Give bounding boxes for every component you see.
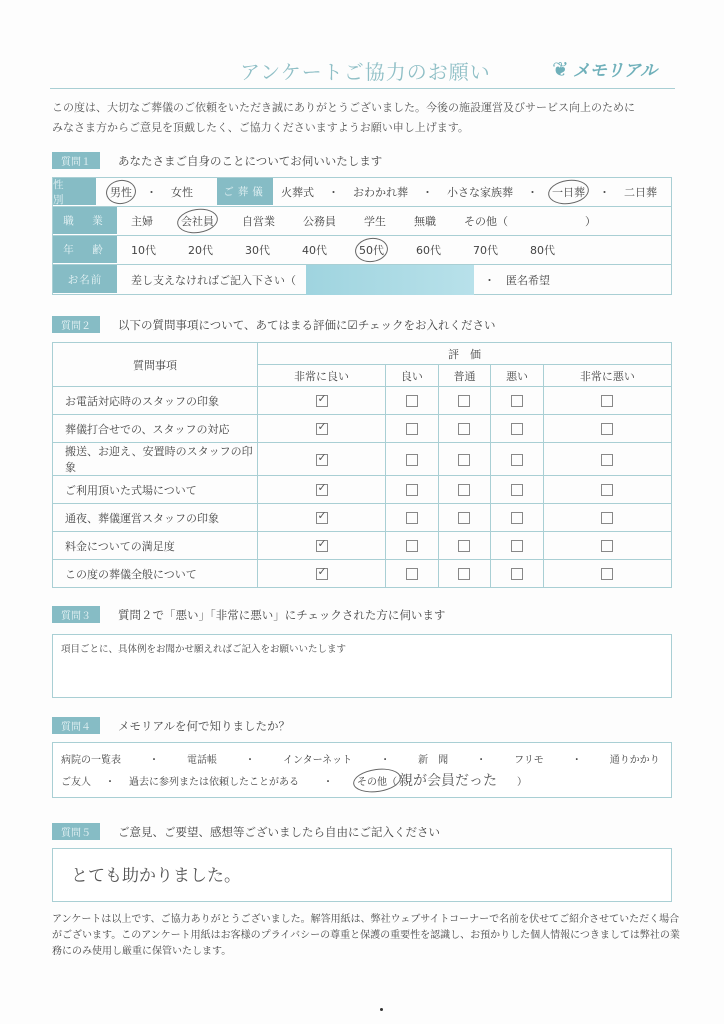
logo-text: メモリアル xyxy=(572,61,658,81)
rating-checkbox[interactable] xyxy=(458,540,470,552)
funeral-option-one-day[interactable]: 一日葬 xyxy=(552,186,585,199)
rating-cell xyxy=(258,387,386,415)
gender-row xyxy=(53,178,671,207)
rating-cell xyxy=(491,443,544,476)
funeral-option-farewell[interactable]: おわかれ葬 xyxy=(353,186,408,199)
q4-option[interactable]: フリモ xyxy=(514,754,544,766)
age-option[interactable]: 40代 xyxy=(302,244,327,257)
rating-cell xyxy=(258,560,386,588)
leaf-icon: ❦ xyxy=(552,56,569,81)
rating-column-header: 非常に良い xyxy=(258,365,386,387)
q3-heading xyxy=(52,606,445,623)
rating-cell xyxy=(386,504,439,532)
job-option[interactable]: 学生 xyxy=(364,215,386,228)
rating-checkbox[interactable] xyxy=(406,540,418,552)
job-option[interactable]: 無職 xyxy=(414,215,436,228)
q1-heading xyxy=(52,152,382,169)
separator: ・ xyxy=(149,754,159,766)
q4-option[interactable]: 通りかかり xyxy=(609,754,660,766)
q4-option[interactable]: 新 聞 xyxy=(418,754,449,766)
q5-text: ご意見、ご要望、感想等ございましたら自由にご記入ください xyxy=(118,824,440,839)
rating-cell xyxy=(543,443,671,476)
age-option[interactable]: 10代 xyxy=(131,244,156,257)
rating-checkbox[interactable] xyxy=(406,395,418,407)
table-row xyxy=(53,387,672,415)
rating-checkbox[interactable] xyxy=(601,568,613,580)
rating-checkbox[interactable] xyxy=(316,568,328,580)
rating-checkbox[interactable] xyxy=(511,484,523,496)
q5-answer-box[interactable] xyxy=(52,848,672,902)
scan-speck xyxy=(380,1008,383,1011)
intro-text: この度は、大切なご葬儀のご依頼をいただき誠にありがとうございました。今後の施設運営及びサービス向上のために みなさま方からご意見を頂戴したく、ご協力くださいますようお願い申し上げます。 xyxy=(52,101,635,134)
q4-options-line1 xyxy=(53,747,671,769)
table-row xyxy=(53,532,672,560)
question-item: この度の葬儀全般について xyxy=(53,560,258,588)
closing-text: アンケートは以上です、ご協力ありがとうございました。解答用紙は、弊社ウェブサイトコーナーで名前を伏せてご紹介させていただく場合がございます。このアンケート用紙はお客様のプライバシーの尊重と保護の重要性を認識し、お預かりした個人情報につきましては弊社の業務にのみ使用し厳重に保管いたします。 xyxy=(52,914,680,957)
separator: ・ xyxy=(422,186,433,199)
table-row xyxy=(53,443,672,476)
q4-options-line2 xyxy=(53,769,671,791)
separator: ・ xyxy=(105,776,115,788)
question-item: お電話対応時のスタッフの印象 xyxy=(53,387,258,415)
separator: ・ xyxy=(527,186,538,199)
q4-option[interactable]: インターネット xyxy=(283,754,353,766)
rating-table xyxy=(52,342,672,588)
rating-checkbox[interactable] xyxy=(316,512,328,524)
job-option[interactable]: 自営業 xyxy=(242,215,275,228)
age-option[interactable]: 70代 xyxy=(473,244,498,257)
rating-checkbox[interactable] xyxy=(511,540,523,552)
rating-cell xyxy=(258,476,386,504)
company-logo xyxy=(552,56,657,81)
rating-checkbox[interactable] xyxy=(458,423,470,435)
title-divider xyxy=(50,88,675,89)
age-option[interactable]: 50代 xyxy=(359,244,384,257)
rating-cell xyxy=(543,415,671,443)
rating-checkbox[interactable] xyxy=(458,568,470,580)
name-prompt: 差し支えなければご記入下さい（ xyxy=(131,273,296,287)
rating-column-header: 悪い xyxy=(491,365,544,387)
q4-option-other[interactable]: その他（ xyxy=(357,773,397,788)
gender-label: 性 別 xyxy=(53,178,96,206)
q4-heading xyxy=(52,717,290,734)
q5-heading xyxy=(52,823,440,840)
question-item: 搬送、お迎え、安置時のスタッフの印象 xyxy=(53,443,258,476)
rating-cell xyxy=(386,387,439,415)
q1-text: あなたさまご自身のことについてお伺いいたします xyxy=(118,153,383,168)
gender-option-female[interactable]: 女性 xyxy=(171,186,193,199)
question-item: 葬儀打合せでの、スタッフの対応 xyxy=(53,415,258,443)
q5-badge: 質問５ xyxy=(52,823,100,840)
separator: ・ xyxy=(146,186,157,199)
rating-cell xyxy=(438,443,491,476)
table-row xyxy=(53,504,672,532)
age-label: 年 齢 xyxy=(53,236,117,264)
q4-options-box xyxy=(52,742,672,798)
separator: ・ xyxy=(599,186,610,199)
rating-column-header: 普通 xyxy=(438,365,491,387)
rating-cell xyxy=(258,504,386,532)
funeral-option-two-day[interactable]: 二日葬 xyxy=(624,186,657,199)
funeral-option-cremation[interactable]: 火葬式 xyxy=(281,186,314,199)
job-option[interactable]: 主婦 xyxy=(131,215,153,228)
rating-checkbox[interactable] xyxy=(601,512,613,524)
table-row xyxy=(53,415,672,443)
table-row xyxy=(53,476,672,504)
rating-cell xyxy=(543,532,671,560)
rating-cell xyxy=(386,415,439,443)
rating-cell xyxy=(386,443,439,476)
rating-cell xyxy=(258,443,386,476)
rating-checkbox[interactable] xyxy=(511,568,523,580)
rating-cell xyxy=(543,504,671,532)
rating-checkbox[interactable] xyxy=(406,484,418,496)
job-option[interactable]: 公務員 xyxy=(303,215,336,228)
q2-text: 以下の質問事項について、あてはまる評価に☑チェックをお入れください xyxy=(118,317,496,332)
rating-column-header: 良い xyxy=(386,365,439,387)
age-option[interactable]: 30代 xyxy=(245,244,270,257)
q2-badge: 質問２ xyxy=(52,316,100,333)
job-option[interactable]: 会社員 xyxy=(181,215,214,228)
q1-table xyxy=(52,177,672,295)
funeral-option-family[interactable]: 小さな家族葬 xyxy=(447,186,513,199)
rating-cell xyxy=(438,476,491,504)
rating-checkbox[interactable] xyxy=(458,512,470,524)
q4-badge: 質問４ xyxy=(52,717,100,734)
name-label: お名前 xyxy=(53,265,117,294)
rating-cell xyxy=(438,387,491,415)
q3-answer-box[interactable] xyxy=(52,634,672,698)
rating-cell xyxy=(491,387,544,415)
rating-checkbox[interactable] xyxy=(601,395,613,407)
rating-checkbox[interactable] xyxy=(458,454,470,466)
rating-checkbox[interactable] xyxy=(458,395,470,407)
rating-cell xyxy=(438,415,491,443)
gender-option-male[interactable]: 男性 xyxy=(110,186,132,199)
rating-checkbox[interactable] xyxy=(406,454,418,466)
rating-cell xyxy=(543,476,671,504)
separator: ・ xyxy=(380,754,391,766)
page-title: アンケートご協力のお願い xyxy=(240,60,491,84)
rating-cell xyxy=(386,532,439,560)
q3-badge: 質問３ xyxy=(52,606,100,623)
rating-cell xyxy=(543,560,671,588)
rating-checkbox[interactable] xyxy=(601,423,613,435)
rating-checkbox[interactable] xyxy=(511,512,523,524)
rating-header: 評 価 xyxy=(258,343,672,365)
rating-cell xyxy=(386,476,439,504)
q4-other-handwritten[interactable]: 親が会員だった xyxy=(399,773,497,789)
rating-cell xyxy=(491,504,544,532)
rating-column-header: 非常に悪い xyxy=(543,365,671,387)
funeral-label: ご葬儀 xyxy=(217,178,273,206)
job-label: 職 業 xyxy=(53,207,117,235)
job-option-other[interactable]: その他（ ） xyxy=(464,215,596,228)
age-option[interactable]: 80代 xyxy=(530,244,555,257)
rating-checkbox[interactable] xyxy=(316,423,328,435)
rating-checkbox[interactable] xyxy=(511,454,523,466)
question-item: 通夜、葬儀運営スタッフの印象 xyxy=(53,504,258,532)
name-field-redacted[interactable] xyxy=(306,265,474,295)
rating-checkbox[interactable] xyxy=(601,454,613,466)
q4-other-close: ） xyxy=(517,776,527,788)
separator: ・ xyxy=(245,754,255,766)
q4-option[interactable]: 過去に参列または依頼したことがある xyxy=(129,776,299,788)
rating-cell xyxy=(438,532,491,560)
q4-option[interactable]: 電話帳 xyxy=(187,754,217,766)
age-option[interactable]: 20代 xyxy=(188,244,213,257)
name-anonymous-option[interactable]: ・ 匿名希望 xyxy=(484,273,550,287)
rating-checkbox[interactable] xyxy=(601,540,613,552)
rating-checkbox[interactable] xyxy=(316,540,328,552)
rating-cell xyxy=(258,532,386,560)
job-row xyxy=(53,207,671,236)
rating-cell xyxy=(543,387,671,415)
rating-checkbox[interactable] xyxy=(316,395,328,407)
question-item: 料金についての満足度 xyxy=(53,532,258,560)
q4-text: メモリアルを何で知りましたか？ xyxy=(118,718,291,733)
q3-hint: 項目ごとに、具体例をお聞かせ願えればご記入をお願いいたします xyxy=(61,644,347,655)
rating-cell xyxy=(491,476,544,504)
age-row xyxy=(53,236,671,265)
rating-checkbox[interactable] xyxy=(316,454,328,466)
rating-checkbox[interactable] xyxy=(601,484,613,496)
question-item: ご利用頂いた式場について xyxy=(53,476,258,504)
separator: ・ xyxy=(571,754,582,766)
rating-checkbox[interactable] xyxy=(406,568,418,580)
rating-checkbox[interactable] xyxy=(406,423,418,435)
q4-option[interactable]: ご友人 xyxy=(61,776,91,788)
rating-checkbox[interactable] xyxy=(458,484,470,496)
table-row xyxy=(53,560,672,588)
q3-text: 質問２で「悪い」「非常に悪い」にチェックされた方に伺います xyxy=(118,607,446,622)
rating-checkbox[interactable] xyxy=(511,395,523,407)
rating-cell xyxy=(491,415,544,443)
rating-cell xyxy=(258,415,386,443)
rating-cell xyxy=(491,560,544,588)
separator: ・ xyxy=(323,776,333,788)
q4-option[interactable]: 病院の一覧表 xyxy=(61,754,121,766)
rating-checkbox[interactable] xyxy=(316,484,328,496)
q5-handwritten-answer: とても助かりました。 xyxy=(71,866,241,886)
q1-badge: 質問１ xyxy=(52,152,100,169)
rating-checkbox[interactable] xyxy=(406,512,418,524)
separator: ・ xyxy=(328,186,339,199)
separator: ・ xyxy=(476,754,487,766)
q2-heading xyxy=(52,316,496,333)
rating-checkbox[interactable] xyxy=(511,423,523,435)
name-row xyxy=(53,265,671,294)
age-option[interactable]: 60代 xyxy=(416,244,441,257)
rating-cell xyxy=(386,560,439,588)
rating-cell xyxy=(438,504,491,532)
rating-cell xyxy=(438,560,491,588)
rating-cell xyxy=(491,532,544,560)
item-header: 質問事項 xyxy=(53,343,258,387)
